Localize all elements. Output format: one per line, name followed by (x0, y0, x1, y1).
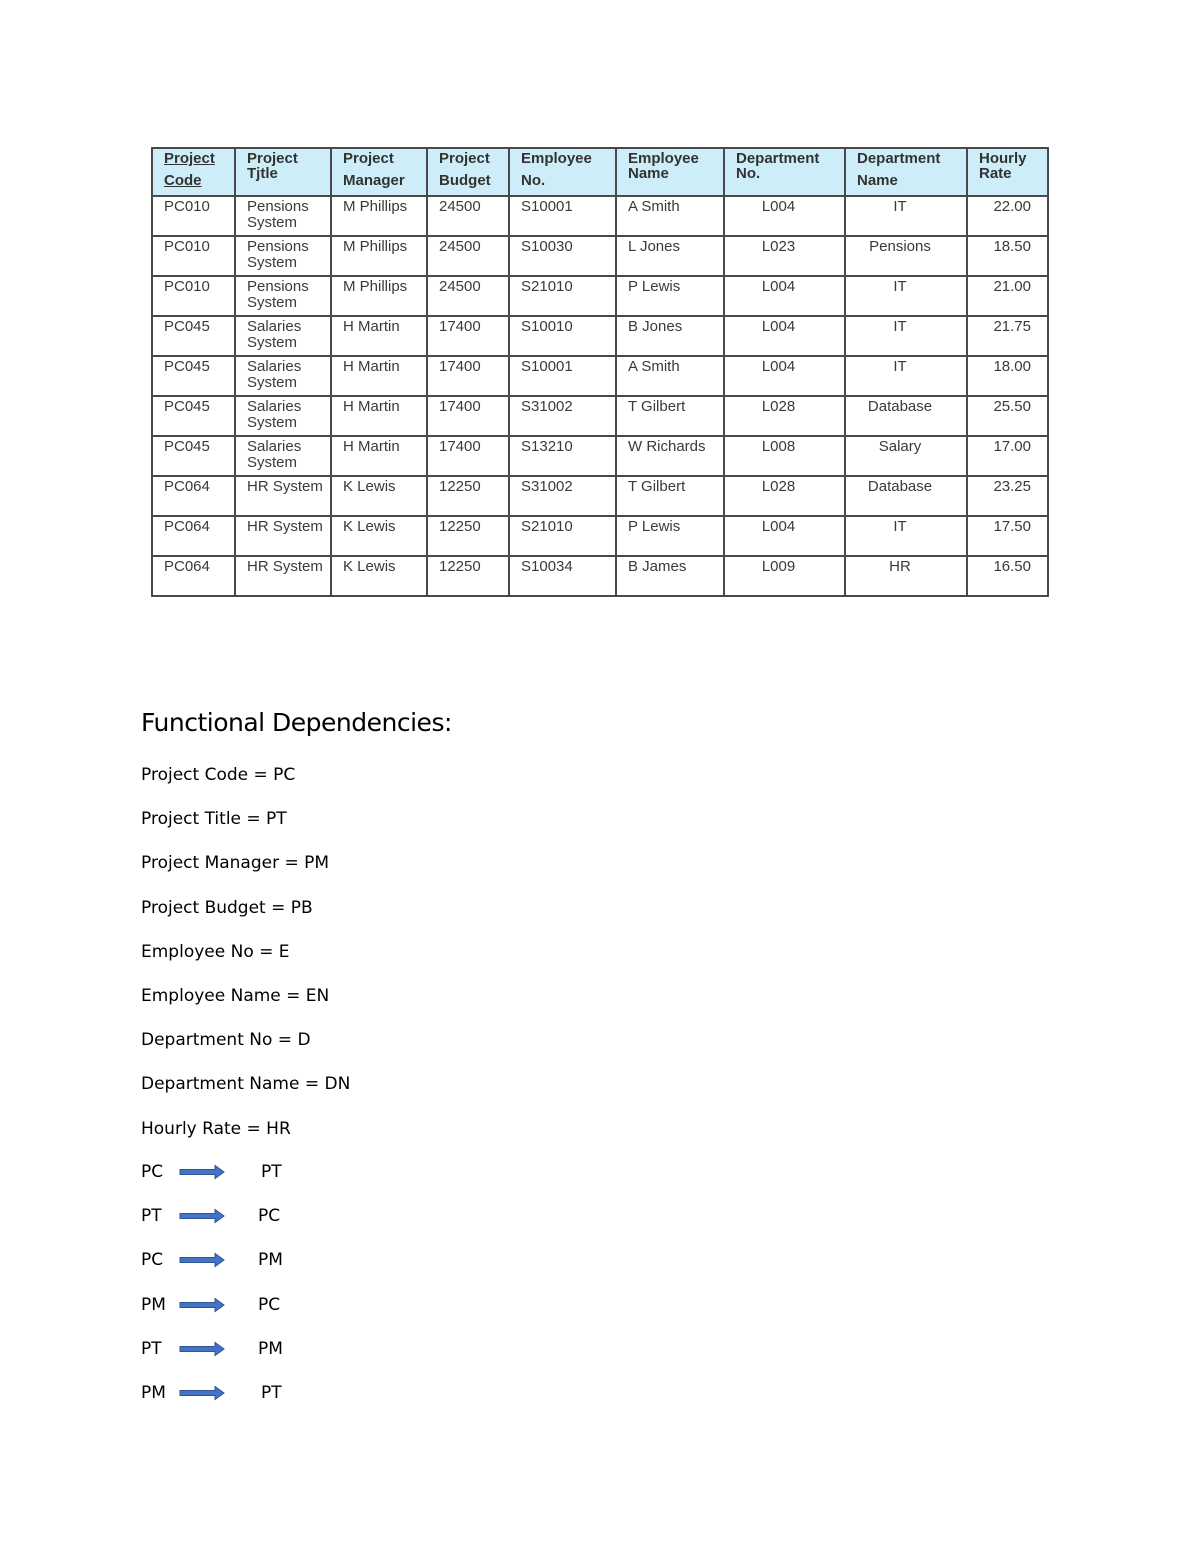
column-header-line1: Employee (628, 150, 699, 167)
column-header-line1: Employee (521, 150, 592, 167)
table-cell: PC045 (152, 356, 235, 396)
right-arrow-icon (179, 1208, 225, 1224)
table-row (152, 276, 1048, 316)
table-row (152, 556, 1048, 596)
table-cell: L004 (724, 356, 845, 396)
table-cell: 24500 (427, 276, 509, 316)
table-cell: PC045 (152, 436, 235, 476)
column-header-line2: Budget (439, 172, 491, 189)
fd-definition: Department No = D (141, 1030, 311, 1051)
table-cell: S31002 (509, 396, 616, 436)
table-row (152, 476, 1048, 516)
table-cell: 24500 (427, 196, 509, 236)
column-header-line2: Manager (343, 172, 405, 189)
fd-definition: Project Title = PT (141, 809, 287, 830)
fd-relation-to: PM (258, 1338, 283, 1359)
table-cell: PC010 (152, 196, 235, 236)
table-cell: Database (845, 476, 967, 516)
table-cell: A Smith (616, 356, 724, 396)
column-header-line1: Department (736, 150, 820, 167)
column-header (724, 148, 845, 196)
table-cell: 17400 (427, 316, 509, 356)
table-cell: HR System (235, 556, 331, 596)
table-cell: IT (845, 356, 967, 396)
table-cell: H Martin (331, 436, 427, 476)
table-cell: 17.00 (967, 436, 1048, 476)
fd-definition: Employee No = E (141, 941, 290, 962)
right-arrow-icon (179, 1297, 225, 1313)
table-cell: 18.00 (967, 356, 1048, 396)
table-cell: HR (845, 556, 967, 596)
table-cell: IT (845, 516, 967, 556)
table-cell: IT (845, 316, 967, 356)
table-cell: L004 (724, 316, 845, 356)
column-header (427, 148, 509, 196)
table-cell: K Lewis (331, 476, 427, 516)
fd-relation-from: PT (141, 1338, 162, 1359)
table-cell: M Phillips (331, 276, 427, 316)
fd-definition: Project Budget = PB (141, 897, 313, 918)
table-cell: S10001 (509, 356, 616, 396)
fd-definition: Project Manager = PM (141, 853, 330, 874)
fd-relation-to: PT (261, 1383, 282, 1403)
table-cell: K Lewis (331, 516, 427, 556)
table-cell: Database (845, 396, 967, 436)
table-cell: PC010 (152, 276, 235, 316)
column-header-line1: Hourly (979, 150, 1027, 167)
table-cell: S21010 (509, 516, 616, 556)
table-body (152, 196, 1048, 596)
fd-relation-from: PM (141, 1383, 166, 1403)
table-cell: A Smith (616, 196, 724, 236)
table-cell: K Lewis (331, 556, 427, 596)
table-row (152, 316, 1048, 356)
right-arrow-icon (179, 1164, 225, 1180)
table-cell: P Lewis (616, 276, 724, 316)
table-cell: PC010 (152, 236, 235, 276)
table-cell: PC045 (152, 316, 235, 356)
table-cell: P Lewis (616, 516, 724, 556)
table-cell: B Jones (616, 316, 724, 356)
table-cell: IT (845, 196, 967, 236)
right-arrow-icon (179, 1341, 225, 1357)
table-cell: S21010 (509, 276, 616, 316)
table-cell: PC045 (152, 396, 235, 436)
column-header (845, 148, 967, 196)
fd-relation-to: PC (258, 1294, 281, 1315)
table-cell: Salaries System (235, 436, 331, 476)
table-cell: 12250 (427, 476, 509, 516)
table-cell: 12250 (427, 556, 509, 596)
column-header-line1: Project (164, 150, 215, 167)
table-cell: HR System (235, 476, 331, 516)
column-header-line2: Name (628, 165, 669, 182)
table-row (152, 356, 1048, 396)
fd-definition: Employee Name = EN (141, 986, 330, 1006)
right-arrow-icon (179, 1252, 225, 1268)
column-header-line2: No. (521, 172, 546, 189)
column-header-line2: Rate (979, 165, 1012, 182)
table-cell: Salaries System (235, 356, 331, 396)
table-cell: L008 (724, 436, 845, 476)
table-cell: S13210 (509, 436, 616, 476)
column-header-line2: Name (857, 172, 898, 189)
fd-definition: Project Code = PC (141, 765, 296, 785)
table-cell: L028 (724, 476, 845, 516)
table-cell: 22.00 (967, 196, 1048, 236)
table-cell: L004 (724, 516, 845, 556)
table-cell: IT (845, 276, 967, 316)
fd-relation-from: PT (141, 1206, 162, 1227)
table-cell: 21.75 (967, 316, 1048, 356)
column-header-line1: Project (247, 150, 298, 167)
table-cell: L004 (724, 276, 845, 316)
table-cell: S10001 (509, 196, 616, 236)
column-header (967, 148, 1048, 196)
table-cell: H Martin (331, 316, 427, 356)
table-cell: L Jones (616, 236, 724, 276)
table-cell: S10034 (509, 556, 616, 596)
table-cell: 25.50 (967, 396, 1048, 436)
column-header (331, 148, 427, 196)
table-header-row (152, 148, 1048, 196)
table-cell: 17400 (427, 396, 509, 436)
fd-relation-to: PT (261, 1162, 282, 1182)
table-row (152, 436, 1048, 476)
fd-relation-to: PM (258, 1250, 283, 1271)
table-row (152, 396, 1048, 436)
table-cell: L023 (724, 236, 845, 276)
table-cell: 23.25 (967, 476, 1048, 516)
table-cell: L028 (724, 396, 845, 436)
table-cell: PC064 (152, 516, 235, 556)
project-employee-table (151, 147, 1049, 597)
table-cell: L004 (724, 196, 845, 236)
table-cell: PC064 (152, 476, 235, 516)
fd-relation-from: PC (141, 1250, 164, 1271)
table-cell: Pensions (845, 236, 967, 276)
table-cell: 17.50 (967, 516, 1048, 556)
table-cell: Pensions System (235, 196, 331, 236)
table-cell: Pensions System (235, 236, 331, 276)
column-header-line1: Department (857, 150, 941, 167)
table-cell: S31002 (509, 476, 616, 516)
column-header-line1: Project (439, 150, 490, 167)
fd-title: Functional Dependencies: (141, 708, 452, 737)
table-cell: HR System (235, 516, 331, 556)
table-cell: S10010 (509, 316, 616, 356)
table-cell: Salaries System (235, 316, 331, 356)
table-row (152, 516, 1048, 556)
table-cell: 12250 (427, 516, 509, 556)
table-cell: H Martin (331, 396, 427, 436)
table-cell: 17400 (427, 356, 509, 396)
fd-definition: Department Name = DN (141, 1074, 351, 1095)
table-cell: 21.00 (967, 276, 1048, 316)
table-cell: 24500 (427, 236, 509, 276)
right-arrow-icon (179, 1385, 225, 1401)
column-header-line1: Project (343, 150, 394, 167)
column-header (235, 148, 331, 196)
column-header (616, 148, 724, 196)
table-cell: H Martin (331, 356, 427, 396)
table-cell: M Phillips (331, 236, 427, 276)
table-cell: Pensions System (235, 276, 331, 316)
table-cell: Salaries System (235, 396, 331, 436)
fd-relation-from: PM (141, 1294, 166, 1315)
table-cell: Salary (845, 436, 967, 476)
table-cell: B James (616, 556, 724, 596)
table-cell: S10030 (509, 236, 616, 276)
fd-definition: Hourly Rate = HR (141, 1118, 291, 1139)
table-cell: T Gilbert (616, 476, 724, 516)
table-cell: 16.50 (967, 556, 1048, 596)
column-header-line2: Code (164, 172, 202, 189)
table-cell: PC064 (152, 556, 235, 596)
table-cell: 18.50 (967, 236, 1048, 276)
column-header (509, 148, 616, 196)
fd-relation-to: PC (258, 1206, 281, 1227)
table-cell: 17400 (427, 436, 509, 476)
table-cell: M Phillips (331, 196, 427, 236)
table-row (152, 196, 1048, 236)
column-header-line2: Tjtle (247, 165, 278, 182)
fd-relation-from: PC (141, 1162, 164, 1182)
column-header-line2: No. (736, 165, 761, 182)
column-header (152, 148, 235, 196)
table-cell: T Gilbert (616, 396, 724, 436)
table-cell: L009 (724, 556, 845, 596)
table-cell: W Richards (616, 436, 724, 476)
table-row (152, 236, 1048, 276)
